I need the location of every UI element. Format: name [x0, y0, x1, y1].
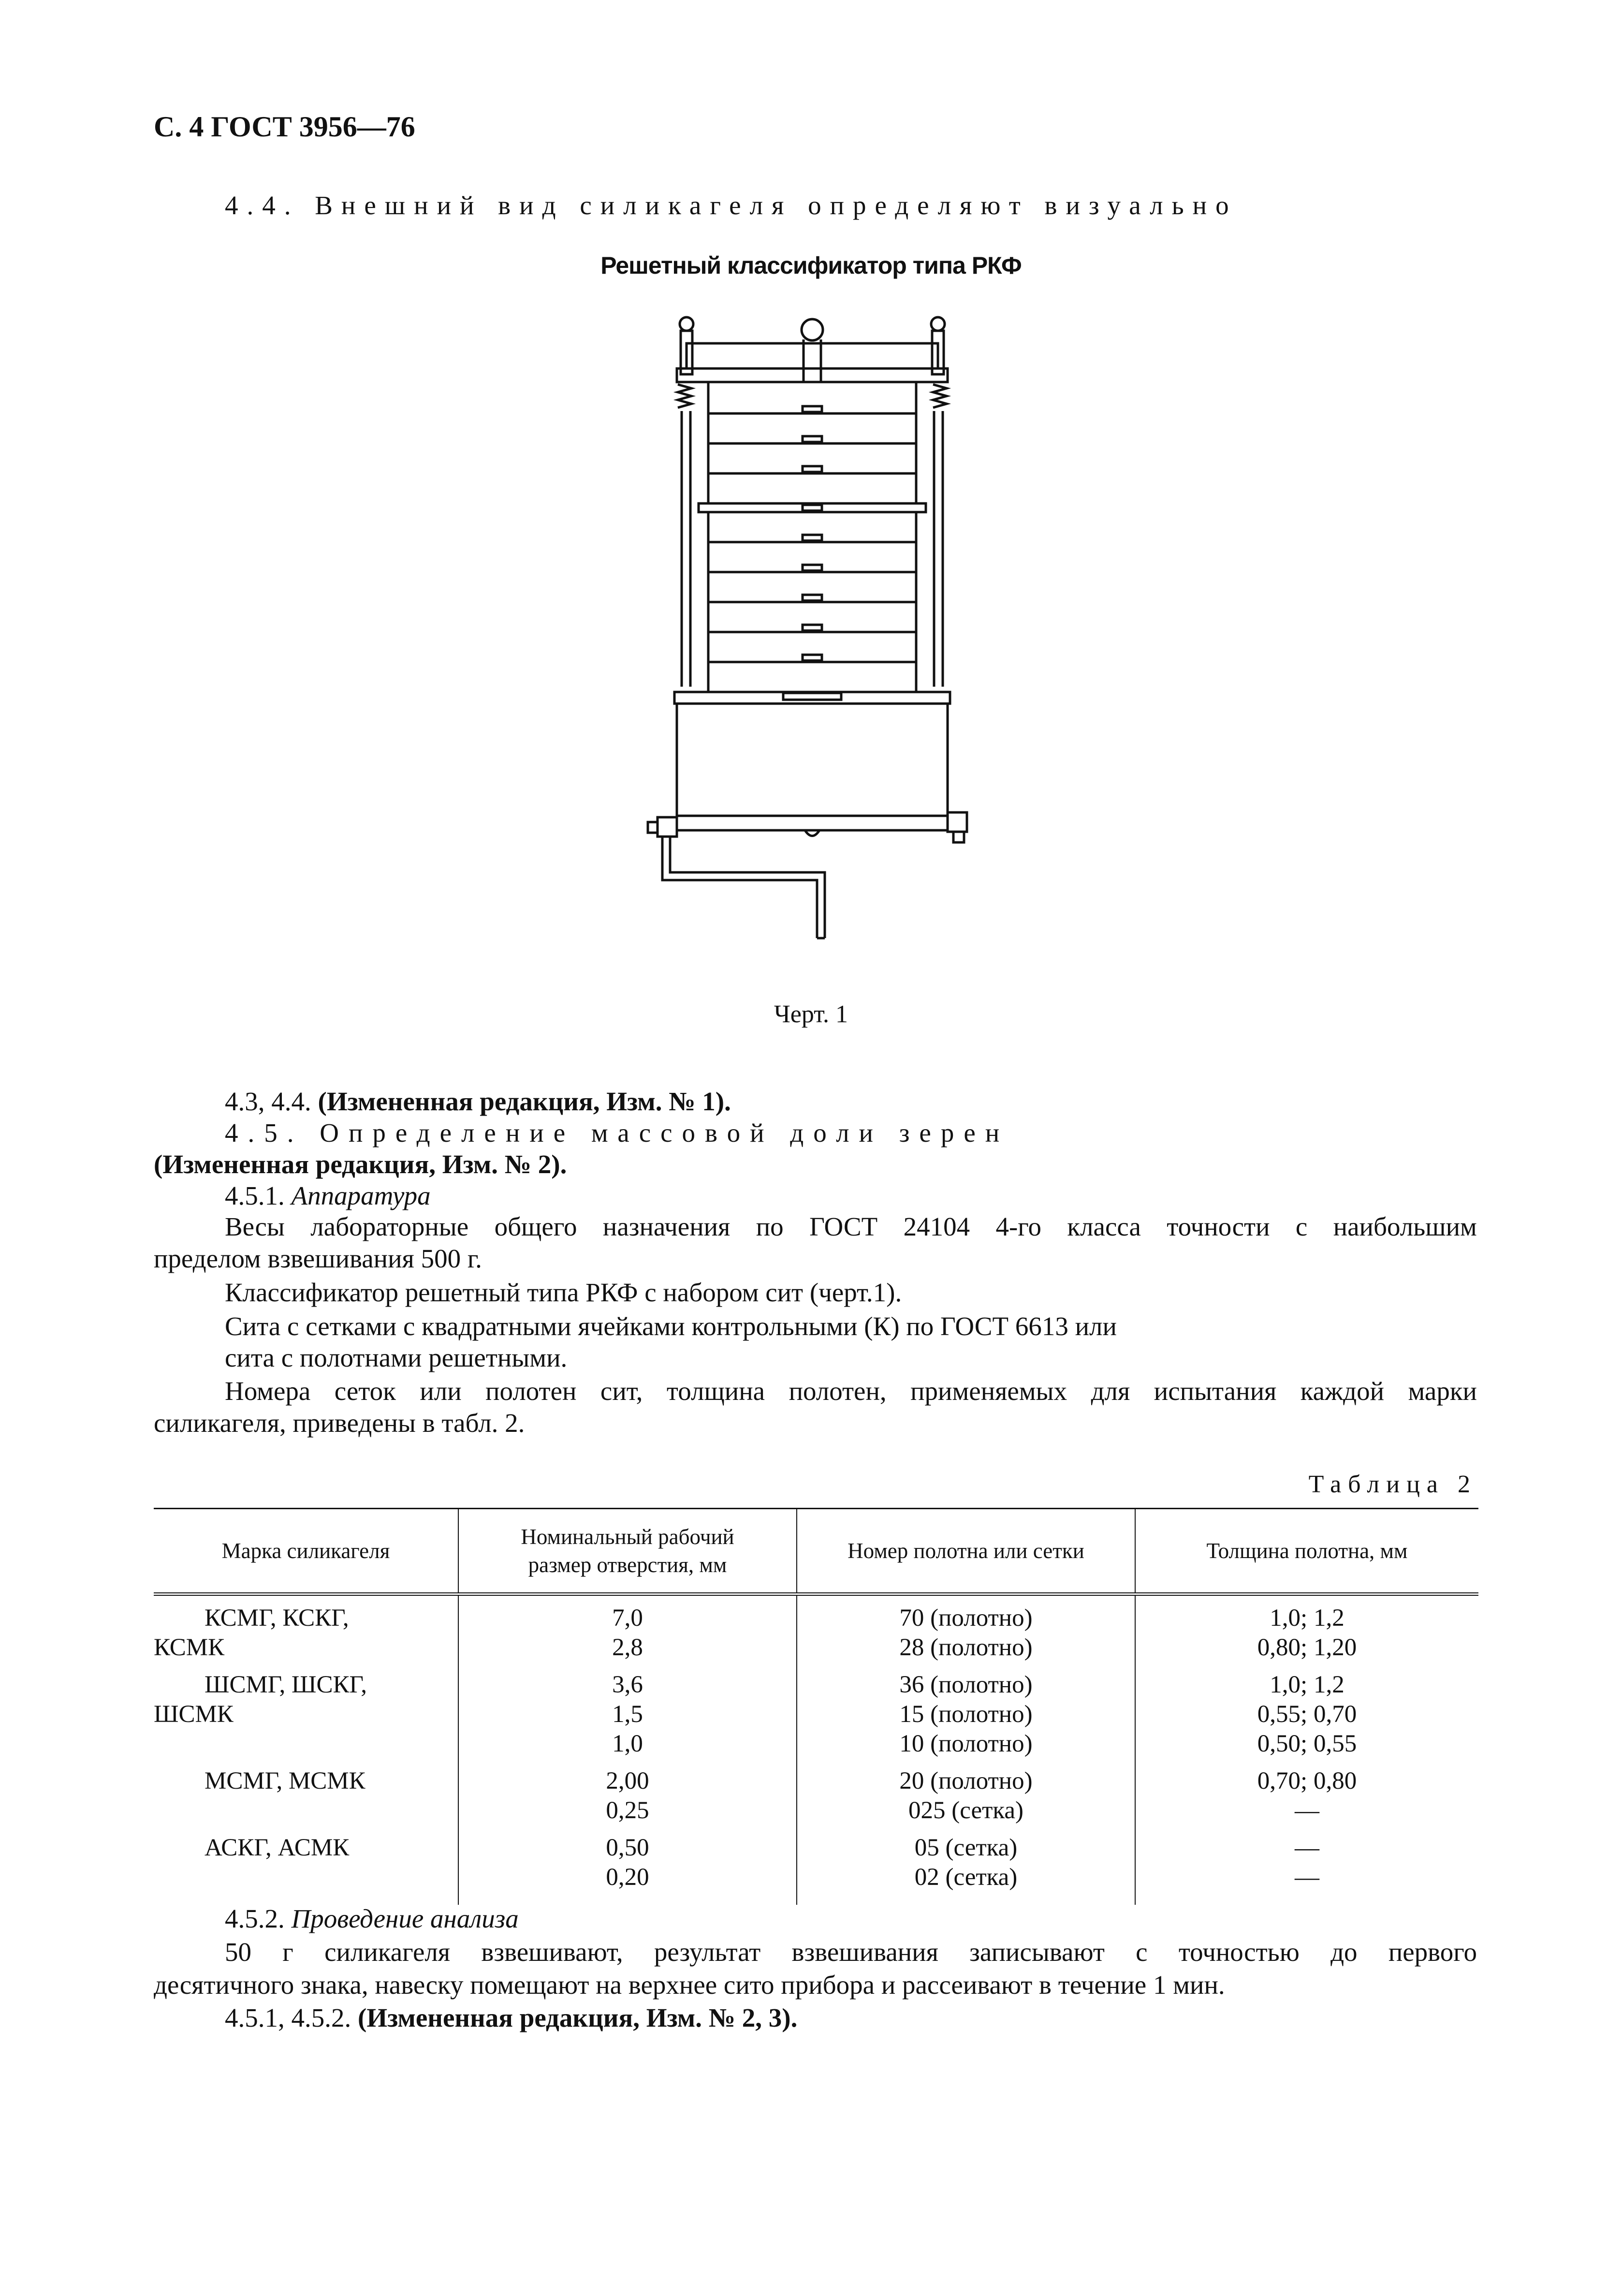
left-spring [678, 384, 691, 408]
word: до [1330, 1937, 1358, 1967]
scales-line-1 [225, 1211, 1477, 1242]
amendment-note-2: (Измененная редакция, Изм. № 2). [154, 1149, 567, 1179]
grade-cell: ШСМГ, ШСКГ, ШСМК [154, 1671, 367, 1728]
word: точности [1167, 1212, 1270, 1241]
amendment-text: (Измененная редакция, Изм. № 1). [318, 1087, 731, 1116]
word: взвешивания [791, 1937, 938, 1967]
thickness-cell: 1,0; 1,2 0,55; 0,70 0,50; 0,55 [1135, 1663, 1478, 1759]
word: силикагеля [324, 1937, 451, 1967]
column-header: Марка силикагеля [154, 1509, 458, 1594]
size-cell: 2,00 0,25 [458, 1759, 797, 1825]
clause-title: Проведение анализа [291, 1904, 519, 1933]
word: применяемых [910, 1376, 1067, 1406]
table-caption: Таблица 2 [1308, 1471, 1477, 1498]
word: точностью [1178, 1937, 1300, 1967]
word: взвешивают, [481, 1937, 623, 1967]
right-spring [933, 384, 947, 408]
table-row [154, 1759, 1478, 1825]
table-row [154, 1594, 1478, 1663]
word: испытания [1154, 1376, 1277, 1406]
amendment-ref: 4.3, 4.4. [225, 1087, 311, 1116]
word: лабораторные [310, 1212, 469, 1241]
word: общего [494, 1212, 577, 1241]
amendment-note-1 [225, 1086, 731, 1118]
page-header: С. 4 ГОСТ 3956—76 [154, 111, 415, 143]
word: ГОСТ [809, 1212, 878, 1241]
size-cell: 7,0 2,8 [458, 1594, 797, 1663]
table-row [154, 1825, 1478, 1905]
word: по [756, 1212, 784, 1241]
sieves-line-1: Сита с сетками с квадратными ячейками контрольными (К) по ГОСТ 6613 или [225, 1311, 1117, 1341]
table-2 [154, 1508, 1478, 1905]
word: 24104 [903, 1212, 970, 1241]
column-header: Номинальный рабочий размер отверстия, мм [458, 1509, 797, 1594]
numbers-line-2: силикагеля, приведены в табл. 2. [154, 1408, 525, 1438]
word: для [1091, 1376, 1130, 1406]
top-lid [687, 343, 938, 368]
word: 4-го [995, 1212, 1041, 1241]
thickness-cell: — — [1135, 1825, 1478, 1905]
clause-title: Аппаратура [291, 1181, 431, 1210]
clause-4-4: 4.4. Внешний вид силикагеля определяют визуально [225, 191, 1238, 220]
word: класса [1067, 1212, 1141, 1241]
column-header: Толщина полотна, мм [1135, 1509, 1478, 1594]
sieves-line-2: сита с полотнами решетными. [225, 1343, 568, 1372]
word: марки [1408, 1376, 1477, 1406]
grade-cell: АСКГ, АСМК [205, 1834, 350, 1861]
number-cell: 70 (полотно) 28 (полотно) [797, 1594, 1135, 1663]
amendment-text: (Измененная редакция, Изм. № 2, 3). [358, 2003, 798, 2032]
clause-4-5-1 [225, 1180, 431, 1212]
grade-cell: МСМГ, МСМК [205, 1767, 365, 1795]
word: результат [654, 1937, 761, 1967]
word: сит, [600, 1376, 643, 1406]
word: записывают [969, 1937, 1105, 1967]
crank-handle [662, 837, 817, 938]
column-header: Номер полотна или сетки [797, 1509, 1135, 1594]
numbers-line-1 [225, 1376, 1477, 1406]
number-cell: 20 (полотно) 025 (сетка) [797, 1759, 1135, 1825]
number-cell: 05 (сетка) 02 (сетка) [797, 1825, 1135, 1905]
word: с [1295, 1212, 1308, 1241]
clause-4-5: 4.5. Определение массовой доли зерен [225, 1118, 1009, 1148]
word: наибольшим [1333, 1212, 1477, 1241]
amendment-note-3 [225, 2002, 797, 2034]
size-cell: 3,6 1,5 1,0 [458, 1663, 797, 1759]
thickness-cell: 0,70; 0,80 — [1135, 1759, 1478, 1825]
word: сеток [334, 1376, 396, 1406]
analysis-line-1 [225, 1937, 1477, 1967]
figure-title: Решетный классификатор типа РКФ [600, 252, 1022, 279]
word: первого [1388, 1937, 1477, 1967]
word: толщина [666, 1376, 765, 1406]
word: назначения [602, 1212, 731, 1241]
drive-housing [677, 704, 948, 816]
grade-cell: КСМГ, КСКГ, КСМК [154, 1604, 349, 1661]
word: или [420, 1376, 462, 1406]
sieve-stack [699, 382, 926, 692]
word: Весы [225, 1212, 285, 1241]
sieve-classifier-drawing [624, 309, 1001, 977]
table-row [154, 1663, 1478, 1759]
word: каждой [1300, 1376, 1385, 1406]
scales-line-2: пределом взвешивания 500 г. [154, 1244, 482, 1273]
amendment-ref: 4.5.1, 4.5.2. [225, 2003, 351, 2032]
word: Номера [225, 1376, 311, 1406]
size-cell: 0,50 0,20 [458, 1825, 797, 1905]
thickness-cell: 1,0; 1,2 0,80; 1,20 [1135, 1594, 1478, 1663]
table-header-row [154, 1509, 1478, 1594]
clause-4-5-2 [225, 1903, 519, 1935]
clause-number: 4.5.2. [225, 1904, 285, 1933]
word: с [1136, 1937, 1148, 1967]
word: полотен [485, 1376, 577, 1406]
word: 50 [225, 1937, 251, 1967]
word: полотен, [789, 1376, 887, 1406]
analysis-line-2: десятичного знака, навеску помещают на верхнее сито прибора и рассеивают в течение 1 мин. [154, 1970, 1225, 2000]
top-handle [802, 319, 823, 340]
word: г [282, 1937, 293, 1967]
figure-caption: Черт. 1 [774, 1001, 848, 1028]
clause-number: 4.5.1. [225, 1181, 285, 1210]
number-cell: 36 (полотно) 15 (полотно) 10 (полотно) [797, 1663, 1135, 1759]
classifier-text: Классификатор решетный типа РКФ с набором сит (черт.1). [225, 1278, 902, 1307]
